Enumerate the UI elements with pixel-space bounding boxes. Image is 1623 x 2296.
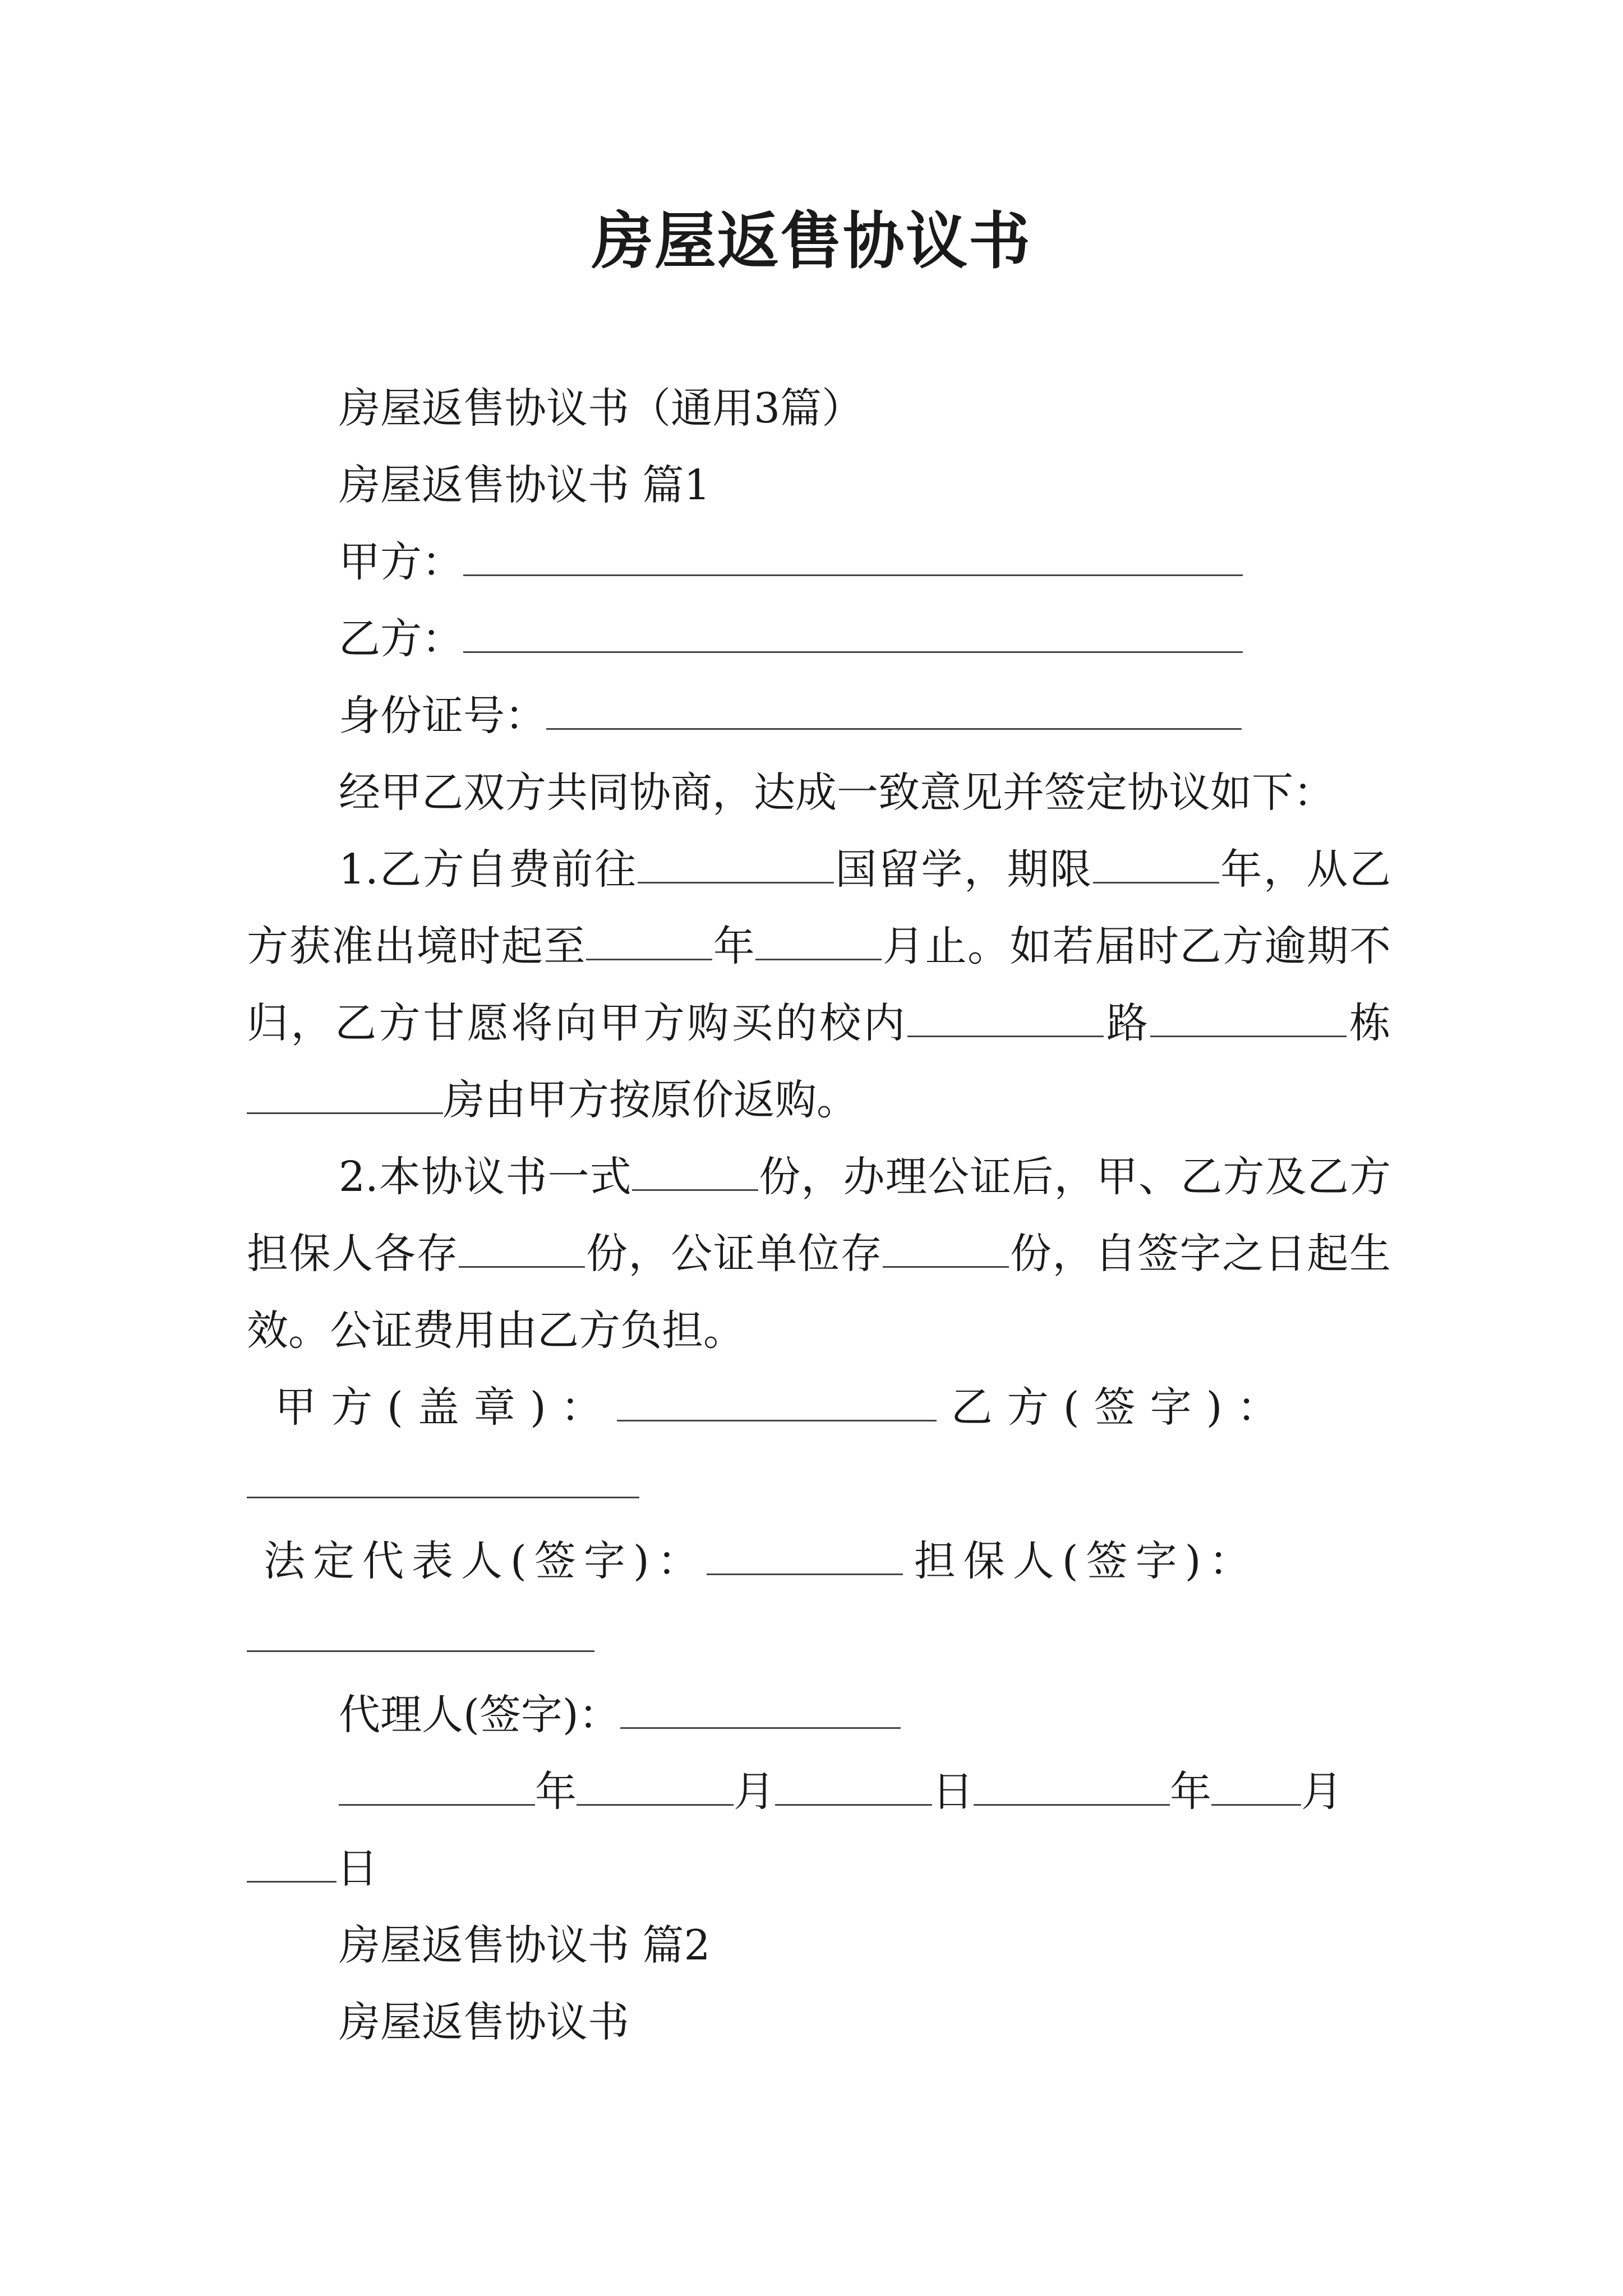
party-a-label: 甲方： (339, 538, 463, 586)
id-number-label: 身份证号： (339, 692, 546, 740)
date-b-month-label: 月 (1301, 1768, 1343, 1816)
signature-row-1-cont (247, 1446, 1391, 1523)
signature-row-2 (247, 1523, 1391, 1600)
clause-1-text-2: 国留学，期限 (833, 845, 1093, 894)
date-b-day-blank[interactable] (247, 1843, 336, 1883)
document-title: 房屋返售协议书 (592, 205, 1031, 277)
clause-1-text-3: 年，从乙方获准出境时起至 (247, 845, 1391, 970)
section2-heading: 房屋返售协议书 篇2 (339, 1921, 711, 1970)
intro-text: 经甲乙双方共同协商，达成一致意见并签定协议如下： (339, 769, 1335, 817)
party-b-line (247, 601, 1391, 678)
agent-label: 代理人(签字)： (339, 1691, 620, 1739)
guarantor-blank[interactable] (247, 1613, 594, 1652)
clause-1-text-5: 月止。如若届时乙方逾期不归，乙方甘愿将向甲方购买的校内 (247, 922, 1391, 1047)
country-blank[interactable] (638, 844, 834, 884)
clause-1-text-1: 1.乙方自费前往 (339, 845, 638, 894)
id-number-blank[interactable] (546, 691, 1242, 730)
document-body (247, 370, 1391, 2061)
date-b-day-label: 日 (336, 1844, 378, 1893)
clause-1-text-8: 房由甲方按原价返购。 (443, 1076, 858, 1124)
date-a-day-label: 日 (932, 1768, 974, 1816)
legal-rep-label: 法定代表人(签字)： (264, 1537, 707, 1585)
party-a-blank[interactable] (463, 537, 1243, 576)
date-b-year-label: 年 (1170, 1768, 1211, 1816)
duration-blank[interactable] (1093, 844, 1219, 884)
room-blank[interactable] (247, 1075, 443, 1114)
date-line-cont (247, 1830, 1391, 1907)
date-line (247, 1754, 1391, 1830)
clause-2-text-3: 份，公证单位存 (585, 1230, 883, 1278)
section1-heading: 房屋返售协议书 篇1 (339, 461, 711, 509)
clause-2-text-2: 份，办理公证后，甲、乙方及乙方担保人各存 (247, 1153, 1391, 1278)
date-a-month-blank[interactable] (577, 1766, 734, 1806)
party-a-seal-blank[interactable] (617, 1382, 937, 1421)
clause-1-text-4: 年 (712, 922, 756, 970)
party-a-line (247, 524, 1391, 601)
clause-1 (247, 831, 1391, 1139)
date-a-year-blank[interactable] (339, 1766, 535, 1806)
notary-copies-blank[interactable] (883, 1228, 1009, 1268)
signature-row-2-cont (247, 1600, 1391, 1677)
clause-1-text-7: 栋 (1347, 999, 1391, 1047)
road-blank[interactable] (907, 998, 1104, 1037)
party-a-seal-label: 甲方(盖章)： (275, 1383, 617, 1432)
each-copies-blank[interactable] (459, 1228, 585, 1268)
date-b-year-blank[interactable] (974, 1766, 1170, 1806)
guarantor-label: 担保人(签字)： (914, 1537, 1258, 1585)
id-number-line (247, 678, 1391, 754)
clause-2 (247, 1139, 1391, 1369)
date-b-month-blank[interactable] (1211, 1766, 1301, 1806)
party-b-sign-blank[interactable] (247, 1459, 639, 1498)
subtitle: 房屋返售协议书（通用3篇） (339, 384, 864, 432)
copies-blank[interactable] (632, 1152, 758, 1191)
section2-title: 房屋返售协议书 (339, 1998, 629, 2046)
building-blank[interactable] (1150, 998, 1347, 1037)
end-month-blank[interactable] (755, 921, 882, 960)
legal-rep-blank[interactable] (707, 1536, 903, 1575)
agent-blank[interactable] (620, 1690, 901, 1729)
party-b-blank[interactable] (463, 614, 1243, 653)
party-b-label: 乙方： (339, 615, 463, 663)
clause-2-text-4: 份，自签字之日起生效。公证费用由乙方负担。 (247, 1230, 1391, 1355)
end-year-blank[interactable] (586, 921, 712, 960)
clause-2-text-1: 2.本协议书一式 (339, 1153, 632, 1201)
signature-row-1 (247, 1369, 1391, 1446)
date-a-year-label: 年 (535, 1768, 577, 1816)
date-a-month-label: 月 (734, 1768, 775, 1816)
party-b-sign-label: 乙方(签字)： (951, 1383, 1293, 1432)
agent-line (247, 1677, 1391, 1754)
date-a-day-blank[interactable] (775, 1766, 932, 1806)
clause-1-text-6: 路 (1104, 999, 1151, 1047)
